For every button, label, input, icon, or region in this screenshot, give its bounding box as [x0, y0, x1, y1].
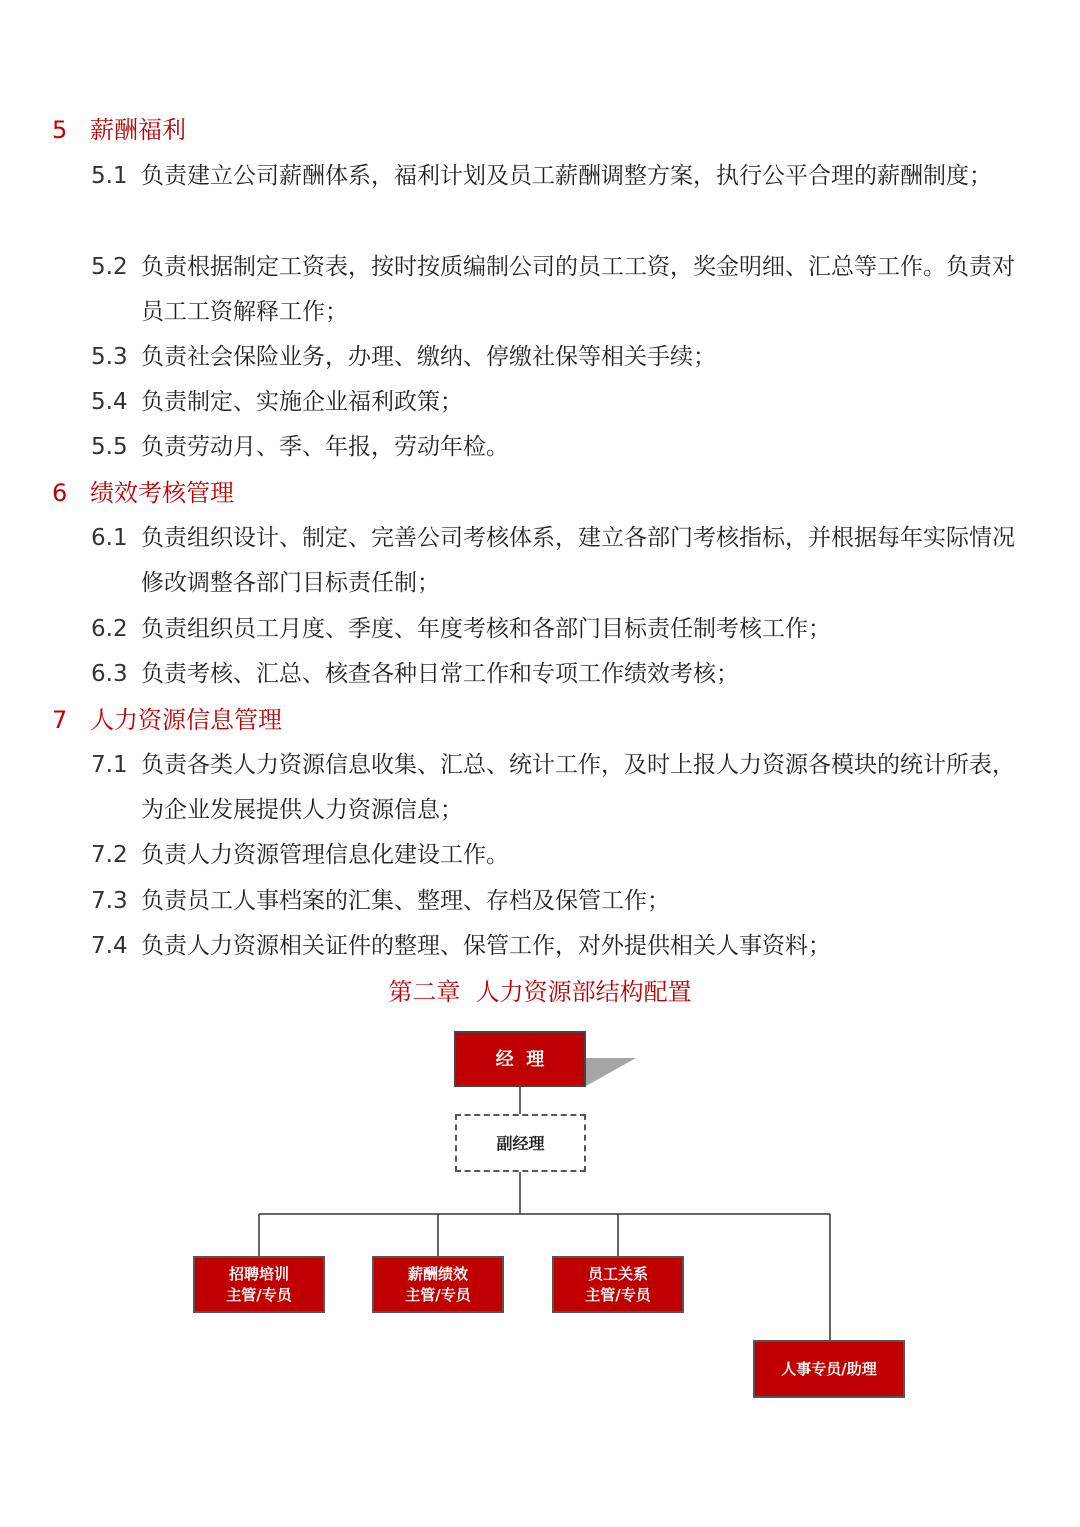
item-number: 7.1	[91, 752, 128, 778]
section-title: 绩效考核管理	[90, 479, 234, 507]
item-text: 负责各类人力资源信息收集、汇总、统计工作，及时上报人力资源各模块的统计所表，为企业发展提供人力资源信息；	[141, 752, 1015, 823]
org-box-recruitment-training	[193, 1256, 325, 1313]
item-number: 7.4	[91, 933, 128, 959]
org-box-label: 招聘培训	[228, 1264, 289, 1283]
item-number: 6.3	[91, 661, 128, 687]
item-text: 负责人力资源相关证件的整理、保管工作，对外提供相关人事资料；	[141, 933, 831, 959]
item-text: 负责建立公司薪酬体系，福利计划及员工薪酬调整方案，执行公平合理的薪酬制度；	[141, 163, 992, 189]
item-text: 负责根据制定工资表，按时按质编制公司的员工工资，奖金明细、汇总等工作。负责对员工工资解释工作；	[141, 254, 1015, 325]
org-box-label: 薪酬绩效	[407, 1264, 468, 1283]
item-number: 7.2	[91, 842, 128, 868]
section-number: 5	[52, 116, 68, 144]
section-title: 人力资源信息管理	[90, 706, 282, 734]
org-box-compensation-performance	[372, 1256, 504, 1313]
item-number: 5.5	[91, 434, 128, 460]
org-box-sublabel: 主管/专员	[405, 1285, 471, 1304]
item-number: 5.4	[91, 389, 128, 415]
item-number: 6.1	[91, 525, 128, 551]
org-box-label: 经 理	[495, 1048, 545, 1070]
item-number: 6.2	[91, 616, 128, 642]
item-text: 负责考核、汇总、核查各种日常工作和专项工作绩效考核；	[141, 661, 739, 687]
item-text: 负责人力资源管理信息化建设工作。	[141, 842, 509, 868]
org-box-hr-assistant	[753, 1340, 905, 1398]
chapter-title: 第二章 人力资源部结构配置	[388, 978, 692, 1006]
org-box-deputy	[455, 1114, 586, 1172]
item-text: 负责社会保险业务，办理、缴纳、停缴社保等相关手续；	[141, 344, 716, 370]
item-text: 负责组织员工月度、季度、年度考核和各部门目标责任制考核工作；	[141, 616, 831, 642]
item-text: 负责员工人事档案的汇集、整理、存档及保管工作；	[141, 888, 670, 914]
item-text: 负责劳动月、季、年报，劳动年检。	[141, 434, 509, 460]
org-box-sublabel: 主管/专员	[226, 1285, 292, 1304]
org-box-label: 副经理	[496, 1133, 545, 1153]
org-box-sublabel: 主管/专员	[585, 1285, 651, 1304]
item-number: 5.2	[91, 254, 128, 280]
org-box-employee-relations	[552, 1256, 684, 1313]
manager-box-shadow	[585, 1058, 636, 1086]
section-title: 薪酬福利	[90, 116, 186, 144]
section-number: 7	[52, 706, 68, 734]
item-text: 负责制定、实施企业福利政策；	[141, 389, 463, 415]
org-box-label: 人事专员/助理	[781, 1359, 877, 1378]
org-box-manager	[454, 1031, 586, 1087]
item-number: 5.1	[91, 163, 128, 189]
item-text: 负责组织设计、制定、完善公司考核体系，建立各部门考核指标，并根据每年实际情况修改调整各部门目标责任制；	[141, 525, 1015, 596]
org-box-label: 员工关系	[587, 1264, 648, 1283]
section-number: 6	[52, 479, 68, 507]
item-number: 7.3	[91, 888, 128, 914]
item-number: 5.3	[91, 344, 128, 370]
